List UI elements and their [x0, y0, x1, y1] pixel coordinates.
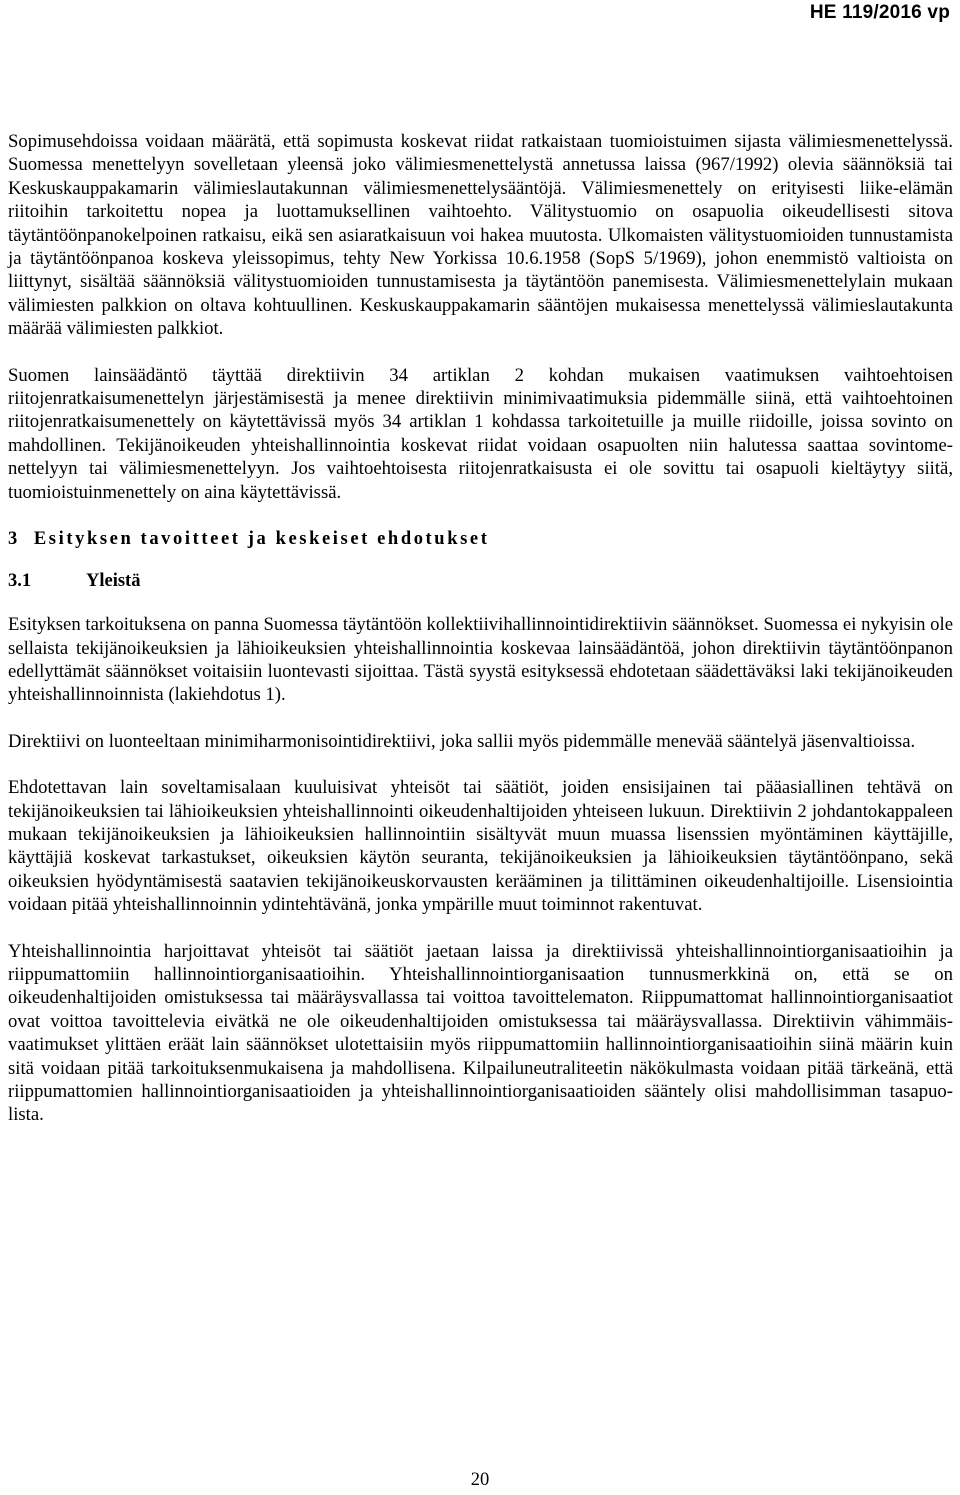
subsection-title: Yleistä: [86, 571, 141, 592]
paragraph-minimum-harmonisation: Direktiivi on luonteeltaan minimiharmonisointidirektiivi, joka sallii myös pidemmälle menevää sääntelyä jäsenvaltioissa.: [8, 730, 916, 752]
section-heading: [8, 527, 953, 551]
section-number: 3: [8, 529, 20, 550]
subsection-heading: [8, 569, 953, 593]
paragraph-scope: Ehdotettavan lain soveltamisalaan kuuluisivat yhteisöt tai säätiöt, joiden ensisijainen tai pääasiallinen tehtävä on tekijänoikeuksien tai lähioikeuksien yhteishallinnointi oikeudenhaltijoiden yhteiseen lukuun. Direktiivin 2 johdantokappaleen mukaan tekijänoikeuksien ja lähioikeuksien hallinnointiin sisältyvät muun muassa lisenssien myöntäminen käyttäjille, käyttäjiä koskevat tarkastukset, oikeuksien käytön seuranta, tekijänoikeuksien ja lähioikeuksien täytäntöönpano, sekä oikeuksien hyödyntämisestä saatavien tekijänoikeuskorvausten kerääminen ja tilittäminen oikeudenhaltijoille. Lisensiointia voidaan pitää yhteishallinnoinnin ydintehtävänä, jonka ympärille muut toiminnot rakentuvat.: [8, 777, 953, 916]
subsection-number: 3.1: [8, 571, 32, 592]
document-id-header: HE 119/2016 vp: [809, 2, 950, 23]
page-number: 20: [470, 1470, 490, 1490]
document-body: [8, 130, 953, 1150]
paragraph-organisations: Yhteishallinnointia harjoittavat yhteisöt tai säätiöt jaetaan laissa ja direktiivissä yhteishallinnointiorganisaatioihin ja riippumattomiin hallinnointiorganisaatioihin. Yhteishallinnointiorganisaation tunnusmerkkinä on, että se on oikeudenhaltijoiden omistuksessa tai määräysvallassa tai voittoa tavoittelematon. Riippumattomat hallinnointiorganisaatiot ovat voittoa tavoittelevia eivätkä ne ole oikeudenhaltijoiden omistuksessa tai määräysvallassa. Direktiivin vähimmäisvaatimukset ylittäen eräät lain säännökset ulotettaisiin myös riippumattomiin hallinnointiorganisaatioihin siinä määrin kuin sitä voidaan pitää tarkoituksenmukaisena ja mahdollisena. Kilpailuneutraliteetin näkökulmasta voidaan pitää tärkeänä, että riippumattomien hallinnointiorganisaatioiden ja yhteishallinnointiorganisaatioiden sääntely olisi mahdollisimman tasapuolista.: [8, 940, 953, 1126]
paragraph-purpose: Esityksen tarkoituksena on panna Suomessa täytäntöön kollektiivihallinnointidirektiivin säännökset. Suomessa ei nykyisin ole sellaista tekijänoikeuksien ja lähioikeuksien yhteishallinnointia koskevaa lainsäädäntöä, johon direktiivin täytäntöönpanon edellyttämät säännökset voitaisiin luontevasti sijoittaa. Tästä syystä esityksessä ehdotetaan säädettäväksi laki tekijänoikeuden yhteishallinnoinnista (lakiehdotus 1).: [8, 614, 953, 706]
section-title: Esityksen tavoitteet ja keskeiset ehdotukset: [33, 529, 490, 550]
paragraph-arbitration: Sopimusehdoissa voidaan määrätä, että sopimusta koskevat riidat ratkaistaan tuomioistuimen sijasta välimiesmenettelyssä. Suomessa menettelyyn sovelletaan yleensä joko välimiesmenettelystä annetussa laissa (967/1992) olevia säännöksiä tai Keskuskauppakamarin välimieslautakunnan välimiesmenettelysääntöjä. Välimiesmenettely on erityisesti liike-elämän riitoihin tarkoitettu nopea ja luottamuksellinen vaihtoehto. Välitystuomio on osapuolia oikeudellisesti sitova täytäntöönpanokelpoinen ratkaisu, eikä sen asiaratkaisuun voi hakea muutosta. Ulkomaisten välitystuomioiden tunnustamista ja täytäntöönpanoa koskeva yleissopimus, tehty New Yorkissa 10.6.1958 (SopS 5/1969), johon enemmistö valtioista on liittynyt, sisältää säännöksiä välitystuomioiden tunnustamisesta ja täytäntöön panemisesta. Välimiesmenettelylain mukaan välimiesten palkkion on oltava kohtuullinen. Keskuskauppakamarin sääntöjen mukaisessa menettelyssä välimieslautakunta määrää välimiesten palkkiot.: [8, 131, 953, 340]
paragraph-adr-compliance: Suomen lainsäädäntö täyttää direktiivin 34 artiklan 2 kohdan mukaisen vaatimuksen vaihtoehtoisen riitojenratkaisumenettelyn järjestämisestä ja menee direktiivin minimivaatimuksia pidemmälle siinä, että vaihtoehtoinen riitojenratkaisumenettely on käytettävissä myös 34 artiklan 1 kohdassa tarkoitetuille ja muille riidoille, joissa sovinto on mahdollinen. Tekijänoikeuden yhteishallinnointia koskevat riidat voidaan osapuolten niin halutessa saattaa sovintomenettelyyn tai välimiesmenettelyyn. Jos vaihtoehtoisesta riitojenratkaisusta ei ole sovittu tai osapuoli kieltäytyy siitä, tuomioistuinmenettely on aina käytettävissä.: [8, 364, 953, 503]
